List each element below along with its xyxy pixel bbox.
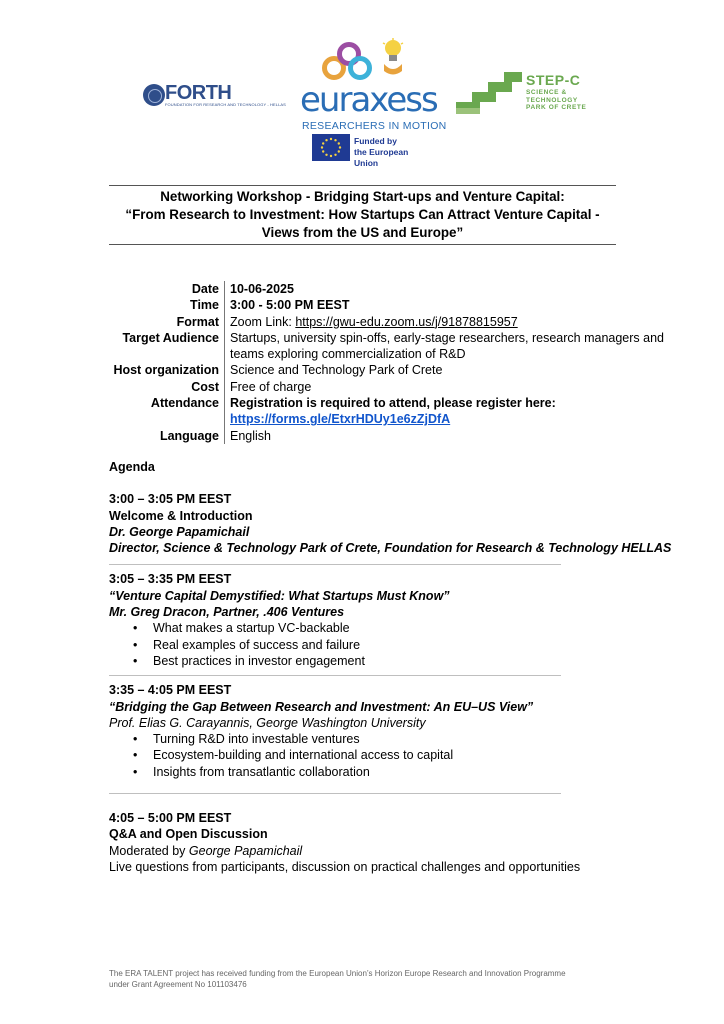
session-1-title: Welcome & Introduction: [109, 508, 253, 523]
info-row-cost: [109, 379, 669, 395]
session-2-time: 3:05 – 3:35 PM EEST: [109, 572, 232, 587]
eu-funding-badge: [312, 134, 430, 168]
footer-line-1: The ERA TALENT project has received funding from the European Union’s Horizon Europe Research and Innovation Programme: [109, 969, 566, 978]
eu-funding-text: Funded by the European Union: [354, 136, 409, 168]
stepc-title: STEP-C: [526, 72, 581, 88]
bullet-item: • What makes a startup VC-backable: [133, 620, 669, 636]
forth-logo-subtitle: FOUNDATION FOR RESEARCH AND TECHNOLOGY - HELLAS: [165, 102, 286, 107]
host-label: Host organization: [109, 362, 225, 378]
language-value: English: [230, 428, 271, 443]
bullet-item: • Best practices in investor engagement: [133, 653, 669, 669]
forth-globe-icon: [143, 84, 165, 106]
session-4-title: Q&A and Open Discussion: [109, 827, 268, 842]
date-value: 10-06-2025: [230, 282, 294, 296]
agenda-session-4: [109, 810, 669, 875]
session-2-title: “Venture Capital Demystified: What Startups Must Know”: [109, 588, 450, 603]
bullet-item: • Ecosystem-building and international access to capital: [133, 747, 669, 763]
audience-line-2: teams exploring commercialization of R&D: [230, 347, 466, 362]
info-row-format: [109, 314, 669, 330]
lightbulb-icon: [382, 38, 404, 78]
euraxess-wordmark: euraxess: [300, 80, 437, 120]
session-2-speaker: Mr. Greg Dracon, Partner, .406 Ventures: [109, 605, 345, 620]
session-3-bullets: [109, 731, 669, 780]
attendance-value: [225, 395, 669, 428]
info-row-audience: [109, 330, 669, 363]
language-label: Language: [109, 428, 225, 444]
footer-line-2: under Grant Agreement No 101103476: [109, 979, 247, 989]
info-row-time: [109, 297, 669, 313]
agenda-session-3: [109, 682, 669, 780]
moderator-name: George Papamichail: [188, 843, 303, 858]
cost-value: Free of charge: [230, 379, 312, 394]
workshop-title: [109, 185, 616, 245]
session-1-role: Director, Science & Technology Park of Crete, Foundation for Research & Technology HELLAS: [109, 541, 672, 556]
audience-label: Target Audience: [109, 330, 225, 363]
stepc-stairs-icon: [456, 70, 524, 115]
euraxess-logo: [300, 38, 447, 168]
session-4-description: Live questions from participants, discussion on practical challenges and opportunities: [109, 859, 581, 874]
time-value: 3:00 - 5:00 PM EEST: [230, 298, 350, 313]
stepc-logo: [456, 70, 606, 115]
funding-footer: [109, 969, 629, 991]
eu-flag-icon: [312, 134, 350, 161]
agenda-heading: Agenda: [109, 460, 155, 474]
format-prefix: Zoom Link:: [230, 314, 296, 329]
logo-header: [0, 0, 724, 170]
audience-line-1: Startups, university spin-offs, early-stage researchers, research managers and: [230, 330, 664, 345]
attendance-label: Attendance: [109, 395, 225, 428]
stepc-subtitle: SCIENCE & TECHNOLOGY PARK OF CRETE: [526, 89, 587, 111]
info-row-date: [109, 281, 669, 297]
audience-value: [225, 330, 669, 363]
forth-logo: [143, 82, 286, 108]
session-2-bullets: [109, 620, 669, 669]
registration-link[interactable]: https://forms.gle/EtxrHDUy1e6zZjDfA: [230, 412, 451, 427]
session-1-speaker: Dr. George Papamichail: [109, 524, 250, 539]
moderated-prefix: Moderated by: [109, 843, 189, 858]
date-label: Date: [109, 281, 225, 297]
bullet-item: • Insights from transatlantic collaboration: [133, 764, 669, 780]
event-info-table: [109, 281, 669, 444]
bullet-item: • Turning R&D into investable ventures: [133, 731, 669, 747]
forth-logo-word: FORTH: [165, 82, 232, 104]
euraxess-tagline: RESEARCHERS IN MOTION: [302, 120, 447, 132]
agenda-divider: [109, 675, 561, 676]
session-3-speaker: Prof. Elias G. Carayannis, George Washington University: [109, 715, 426, 730]
title-line-2: “From Research to Investment: How Startups Can Attract Venture Capital -: [125, 207, 600, 222]
agenda-session-2: [109, 571, 669, 669]
title-line-1: Networking Workshop - Bridging Start-ups and Venture Capital:: [160, 189, 565, 204]
session-3-time: 3:35 – 4:05 PM EEST: [109, 683, 232, 698]
info-row-attendance: [109, 395, 669, 428]
agenda-session-1: [109, 491, 672, 556]
zoom-link[interactable]: https://gwu-edu.zoom.us/j/91878815957: [295, 314, 518, 329]
agenda-section: [109, 459, 672, 875]
host-value: Science and Technology Park of Crete: [230, 363, 443, 378]
format-label: Format: [109, 314, 225, 330]
session-4-time: 4:05 – 5:00 PM EEST: [109, 811, 232, 826]
format-value: [225, 314, 669, 330]
session-4-moderator-line: [109, 843, 669, 859]
agenda-divider: [109, 564, 561, 565]
info-row-host: [109, 362, 669, 378]
title-line-3: Views from the US and Europe”: [261, 225, 464, 240]
info-row-language: [109, 428, 669, 444]
time-label: Time: [109, 297, 225, 313]
attendance-text: Registration is required to attend, please register here:: [230, 396, 556, 411]
session-1-time: 3:00 – 3:05 PM EEST: [109, 492, 232, 507]
agenda-divider: [109, 793, 561, 794]
bullet-item: • Real examples of success and failure: [133, 637, 669, 653]
euraxess-rings-icon: [322, 42, 374, 82]
cost-label: Cost: [109, 379, 225, 395]
session-3-title: “Bridging the Gap Between Research and Investment: An EU–US View”: [109, 699, 534, 714]
